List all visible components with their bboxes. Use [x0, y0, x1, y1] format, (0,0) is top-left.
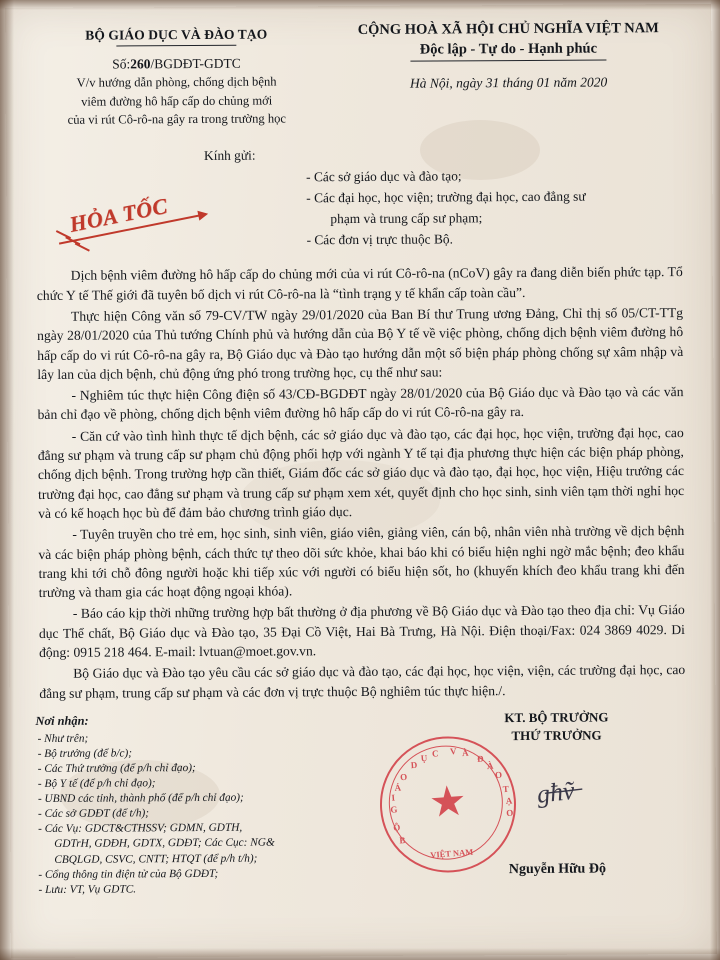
- recipient-item-continuation: phạm và trung cấp sư phạm;: [330, 210, 483, 227]
- national-motto: Độc lập - Tự do - Hạnh phúc: [419, 40, 598, 58]
- distribution-item: - Lưu: VT, Vụ GDTC.: [38, 883, 137, 896]
- document-number: 260: [130, 56, 151, 72]
- issuing-organization-block: [31, 22, 322, 129]
- distribution-list: [36, 729, 367, 897]
- body-paragraph: Dịch bệnh viêm đường hô hấp cấp do chủng mới của vi rút Cô-rô-na (nCoV) gây ra đang diễn biến phức tạp. Tổ chức Y tế Thế giới đã tuyên bố dịch vi rút Cô-rô-na là “tình trạng y tế khẩn cấp toàn cầu”.: [36, 264, 683, 303]
- body-paragraph: - Báo cáo kịp thời những trường hợp bất thường ở địa phương về Bộ Giáo dục và Đào tạo theo địa chỉ: Vụ Giáo dục Thể chất, Bộ Giáo dục và Đào tạo, 35 Đại Cồ Việt, Hai Bà Trưng, Hà Nội. Điện thoại/Fax: 024 3869 4029. Di động: 0915 218 464. E-mail: lvtuan@moet.gov.vn.: [38, 602, 685, 660]
- header-divider-left: [116, 45, 236, 47]
- distribution-item: - Cổng thông tin điện tử của Bộ GDĐT;: [38, 867, 219, 881]
- distribution-item: - UBND các tỉnh, thành phố (để p/h chỉ đạo);: [37, 791, 244, 805]
- subject-line-2: viêm đường hô hấp cấp do chủng mới: [81, 93, 273, 109]
- subject-line-1: V/v hướng dẫn phòng, chống dịch bệnh: [76, 74, 277, 90]
- distribution-item: - Bộ trưởng (để b/c);: [37, 747, 133, 760]
- document-number-prefix: Số:: [112, 56, 131, 72]
- photo-shadow-top: [0, 0, 720, 10]
- handwritten-signature: g̶ħ̶ṽ̶: [535, 775, 576, 809]
- body-paragraph: - Tuyên truyền cho trẻ em, học sinh, sinh viên, giáo viên, giảng viên, cán bộ, nhân viên nhà trường về dịch bệnh và các biện pháp phòng bệnh, cách thức tự theo dõi sức khỏe, khai báo khi có biểu hiện nghi ngờ mắc bệnh; đeo khẩu trang khi tới chỗ đông người hoặc khi tiếp xúc với người có biểu hiện sốt, ho (khuyến khích đeo khẩu trang khi đến trường và tham gia các hoạt động ngoại khóa).: [38, 523, 685, 601]
- distribution-item: - Các Thứ trưởng (để p/h chỉ đạo);: [37, 761, 196, 775]
- distribution-item: GDTrH, GDĐH, GDTX, GDĐT; Các Cục: NG&: [54, 836, 275, 851]
- document-number-suffix: /BGDĐT-GDTC: [150, 55, 241, 72]
- distribution-list-block: [35, 711, 366, 898]
- distribution-item: - Bộ Y tế (để p/h chỉ đạo);: [37, 777, 156, 790]
- signatory-name: Nguyễn Hữu Độ: [508, 861, 606, 878]
- document-body: [29, 262, 692, 703]
- photo-shadow-right: [710, 0, 720, 960]
- urgent-stamp-label: HỎA TỐC: [67, 192, 170, 237]
- document-footer: [31, 709, 692, 896]
- issuing-organization: BỘ GIÁO DỤC VÀ ĐÀO TẠO: [85, 26, 268, 43]
- body-paragraph: Bộ Giáo dục và Đào tạo yêu cầu các sở giáo dục và đào tạo, các đại học, học viện, viện, các trường đại học, cao đẳng sư phạm, trung cấp sư phạm và các đơn vị trực thuộc Bộ nghiêm túc thực hiện./.: [39, 662, 686, 701]
- photo-shadow-bottom: [0, 948, 720, 960]
- document-header: [27, 12, 688, 129]
- national-title: CỘNG HOÀ XÃ HỘI CHỦ NGHĨA VIỆT NAM: [357, 20, 659, 39]
- distribution-item: - Các Vụ: GDCT&CTHSSV; GDMN, GDTH,: [38, 821, 243, 836]
- seal-bottom-text: VIỆT NAM: [429, 846, 474, 860]
- recipient-item: - Các đơn vị trực thuộc Bộ.: [306, 231, 453, 248]
- document-number-line: [31, 55, 321, 73]
- document-content: [27, 12, 693, 946]
- recipient-item: - Các sở giáo dục và đào tạo;: [306, 168, 462, 185]
- place-and-date: Hà Nội, ngày 31 tháng 01 năm 2020: [409, 74, 608, 91]
- body-paragraph: Thực hiện Công văn số 79-CV/TW ngày 29/01/2020 của Ban Bí thư Trung ương Đảng, Chỉ thị số 05/CT-TTg ngày 28/01/2020 của Thủ tướng Chính phủ và hướng dẫn của Bộ Y tế về việc phòng, chống dịch bệnh viêm đường hô hấp cấp do vi rút Cô-rô-na gây ra, Bộ Giáo dục và Đào tạo hướng dẫn một số biện pháp phòng chống sự xâm nhập và lây lan của dịch bệnh, chủ động ứng phó trong trường học, cụ thể như sau:: [37, 304, 684, 382]
- recipients-label: Kính gửi:: [203, 147, 256, 163]
- distribution-item: - Các sở GDĐT (để t/h);: [38, 807, 150, 821]
- distribution-item: CBQLGD, CSVC, CNTT; HTQT (để p/h t/h);: [54, 852, 258, 866]
- photo-shadow-left: [0, 0, 14, 960]
- header-divider-right: [410, 59, 606, 61]
- signature-title-line-2: THỨ TRƯỞNG: [511, 727, 602, 743]
- seal-ring-text: B Ộ G I Á O D Ụ C V À Đ À O T Ạ O: [389, 745, 514, 846]
- distribution-list-title: Nơi nhận:: [35, 713, 89, 728]
- national-heading-block: [333, 20, 683, 92]
- body-paragraph: - Căn cứ vào tình hình thực tế dịch bệnh, các sở giáo dục và đào tạo, các đại học, học viện, trường đại học, cao đẳng sư phạm và trung cấp sư phạm chủ động phối hợp với ngành Y tế tại địa phương thực hiện các biện pháp phòng, chống dịch bệnh. Trong trường hợp cần thiết, Giám đốc các sở giáo dục và đào tạo, đại học, học viện, Hiệu trưởng các trường đại học, cao đẳng sư phạm và trung cấp sư phạm xem xét, quyết định cho học sinh, sinh viên tạm thời nghỉ học và có kế hoạch học bù để đảm bảo chương trình giáo dục.: [37, 424, 685, 521]
- official-seal: [375, 731, 521, 877]
- signature-title-line-1: KT. BỘ TRƯỞNG: [504, 709, 609, 726]
- body-paragraph: - Nghiêm túc thực hiện Công điện số 43/CĐ-BGDĐT ngày 28/01/2020 của Bộ Giáo dục và Đào tạo và các văn bản chỉ đạo về phòng, chống dịch bệnh viêm đường hô hấp cấp do vi rút Cô-rô-na gây ra.: [37, 384, 684, 423]
- recipients-list: [208, 165, 689, 251]
- urgent-arrow-feather-icon: [75, 243, 90, 252]
- subject-line-3: của vi rút Cô-rô-na gây ra trong trường học: [67, 111, 287, 127]
- seal-star-icon: ★: [427, 778, 469, 828]
- distribution-item: - Như trên;: [37, 732, 89, 745]
- recipient-item: - Các đại học, học viện; trường đại học, cao đẳng sư: [306, 188, 586, 206]
